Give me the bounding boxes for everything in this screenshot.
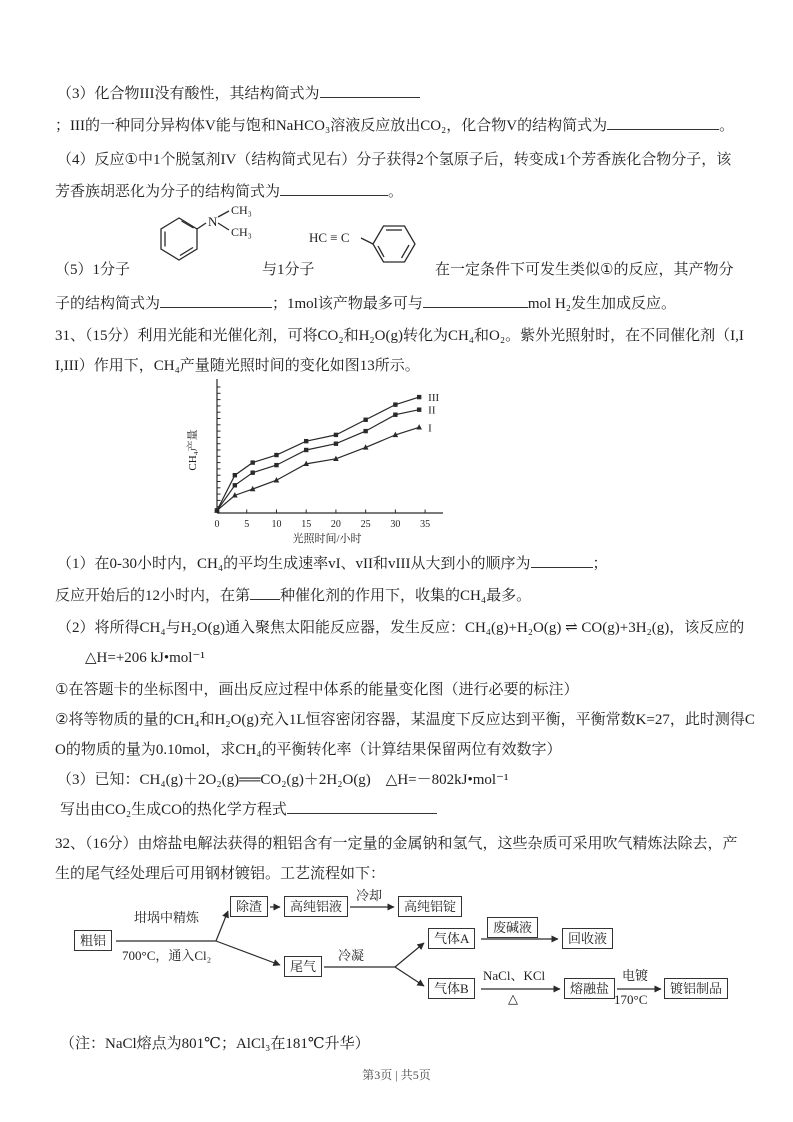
q32-2: 生的尾气经处理后可用钢材镀铝。工艺流程如下： <box>55 866 386 882</box>
q30-4-text1: （4）反应①中1个脱氢剂IV（结构简式见右）分子获得2个氢原子后，转变成1个芳香族化合物分子，该 <box>57 152 732 168</box>
svg-text:I: I <box>428 422 432 435</box>
flow-label-refining-conditions: 700°C，通入Cl₂ <box>122 948 212 963</box>
svg-text:5: 5 <box>244 519 250 530</box>
q32-1: 32、（16分）由熔盐电解法获得的粗铝含有一定量的金属钠和氢气，这些杂质可采用吹气精炼法除去，产 <box>55 836 738 852</box>
flow-label-heating-delta: △ <box>508 991 518 1006</box>
answer-blank <box>250 586 280 600</box>
q31-2b-enthalpy: △H=+206 kJ•mol⁻¹ <box>85 650 205 666</box>
note-text: （注：NaCl熔点为801℃；AlCl₃在181℃升华） <box>60 1036 370 1052</box>
flow-box-slag-removal: 除渣 <box>230 896 268 917</box>
q31-2-line4 <box>55 708 755 729</box>
q31-1-line1 <box>57 552 608 573</box>
flow-box-pure-al-liquid: 高纯铝液 <box>284 896 348 917</box>
q30-5-pre: （5）1分子 <box>55 262 131 278</box>
q30-3b-text: ；III的一种同分异构体V能与饱和NaHCO₃溶液反应放出CO₂，化合物V的结构简式为 <box>55 118 608 134</box>
amine-nitrogen-label: N <box>208 214 218 229</box>
flow-box-gas-a: 气体A <box>428 928 475 949</box>
q31-1c: 反应开始后的12小时内，在第 <box>55 588 251 604</box>
q30-4-line1 <box>57 148 731 169</box>
q30-5-post: 在一定条件下可发生类似①的反应，其产物分 <box>435 262 734 278</box>
flow-box-gas-b: 气体B <box>428 978 475 999</box>
flow-box-waste-alkali: 废碱液 <box>487 917 538 938</box>
answer-blank <box>607 116 719 130</box>
q31-2d: ②将等物质的量的CH₄和H₂O(g)充入1L恒容密闭容器，某温度下反应达到平衡，平衡常数K=27，此时测得C <box>55 712 755 728</box>
q30-5b-a: 子的结构简式为 <box>55 296 161 312</box>
q31-2-line3 <box>55 678 578 699</box>
flow-label-condensation: 冷凝 <box>338 948 365 963</box>
q30-3-text: （3）化合物III没有酸性，其结构简式为 <box>57 86 320 102</box>
flow-label-nacl-kcl: NaCl、KCl <box>483 968 546 983</box>
q31-2a: （2）将所得CH₄与H₂O(g)通入聚焦太阳能反应器，发生反应：CH₄(g)+H₂O(g) ⇌ CO(g)+3H₂(g)，该反应的 <box>57 620 745 636</box>
flow-label-plating-temp: 170°C <box>614 992 648 1007</box>
q31-1d: 种催化剂的作用下，收集的CH₄最多。 <box>280 588 532 604</box>
q31-2-line2 <box>85 648 205 667</box>
flow-box-recovery-liquid: 回收液 <box>562 928 613 949</box>
svg-text:25: 25 <box>360 519 371 530</box>
q31-2c: ①在答题卡的坐标图中，画出反应过程中体系的能量变化图（进行必要的标注） <box>55 682 579 698</box>
svg-text:II: II <box>428 404 436 417</box>
q31-3b: 写出由CO₂生成CO的热化学方程式 <box>60 802 287 818</box>
page-number: 第3页 | 共5页 <box>362 1068 431 1082</box>
flow-box-plated-product: 镀铝制品 <box>664 978 728 999</box>
q31-intro-line1 <box>55 324 744 345</box>
q31-1b: ； <box>592 556 608 572</box>
svg-text:III: III <box>428 392 440 405</box>
svg-text:10: 10 <box>271 519 282 530</box>
svg-text:0: 0 <box>214 519 220 530</box>
amine-ch3-top-label: CH₃ <box>231 203 252 217</box>
flow-label-electroplating: 电镀 <box>622 968 649 983</box>
answer-blank <box>160 294 272 308</box>
q31-3-line2 <box>60 798 437 819</box>
structure-phenylacetylene <box>309 204 441 274</box>
q30-4-text2: 芳香族胡恶化为分子的结构简式为 <box>55 184 281 200</box>
svg-text:15: 15 <box>301 519 312 530</box>
flow-label-cooling: 冷却 <box>356 888 383 903</box>
note-line <box>60 1032 370 1053</box>
ch4-yield-vs-time-chart <box>185 373 455 558</box>
answer-blank <box>320 84 420 98</box>
q31-1a: （1）在0-30小时内，CH₄的平均生成速率vI、vII和vIII从大到小的顺序为 <box>57 556 531 572</box>
q31-intro1: 31、（15分）利用光能和光催化剂，可将CO₂和H₂O(g)转化为CH₄和O₂。紫外光照射时，在不同催化剂（I,I <box>55 328 744 344</box>
amine-ch3-bottom-label: CH₃ <box>231 225 252 239</box>
structure-dimethylamino-benzene <box>145 202 277 274</box>
q31-intro2: I,III）作用下，CH₄产量随光照时间的变化如图13所示。 <box>55 358 420 374</box>
page-footer <box>0 1066 793 1083</box>
answer-blank <box>280 182 388 196</box>
q30-5-mid: 与1分子 <box>262 262 315 278</box>
flow-box-crude-aluminum: 粗铝 <box>74 930 112 951</box>
q30-5b-b: ；1mol该产物最多可与 <box>272 296 423 312</box>
q32-line1 <box>55 832 738 853</box>
q30-3b-line <box>55 114 734 135</box>
figure-13-chart <box>185 373 455 558</box>
flow-box-tail-gas: 尾气 <box>284 956 322 977</box>
answer-blank <box>531 554 593 568</box>
flow-box-molten-salt: 熔融盐 <box>564 978 615 999</box>
flow-label-crucible-refining: 坩埚中精炼 <box>134 910 200 925</box>
q31-2e: O的物质的量为0.10mol，求CH₄的平衡转化率（计算结果保留两位有效数字） <box>55 742 562 758</box>
q30-5b-c: mol H₂发生加成反应。 <box>527 296 677 312</box>
svg-text:CH₄产量: CH₄产量 <box>187 429 199 471</box>
q30-4-end: 。 <box>388 184 404 200</box>
q32-line2 <box>55 862 385 883</box>
q30-4-line2 <box>55 180 403 201</box>
svg-text:35: 35 <box>420 519 431 530</box>
alkyne-hc-label: HC ≡ C <box>309 230 350 245</box>
answer-blank <box>423 294 528 308</box>
q30-3b-end: 。 <box>719 118 735 134</box>
q31-1-line2 <box>55 584 531 605</box>
answer-blank <box>287 800 437 814</box>
svg-text:30: 30 <box>390 519 401 530</box>
q31-intro-line2 <box>55 354 420 375</box>
svg-text:光照时间/小时: 光照时间/小时 <box>292 533 362 545</box>
q31-2-line1 <box>57 616 744 637</box>
q31-2-line5 <box>55 738 562 759</box>
flow-box-pure-al-ingot: 高纯铝锭 <box>398 896 462 917</box>
q30-3-line <box>57 82 420 103</box>
q30-5-structures-row <box>55 200 755 280</box>
q31-3a: （3）已知：CH₄(g)＋2O₂(g)══CO₂(g)＋2H₂O(g) △H=－802kJ•mol⁻¹ <box>57 772 509 788</box>
process-flow-diagram <box>50 886 760 1041</box>
q31-3-line1 <box>57 768 508 789</box>
svg-text:20: 20 <box>330 519 341 530</box>
q30-5b-line <box>55 292 676 313</box>
